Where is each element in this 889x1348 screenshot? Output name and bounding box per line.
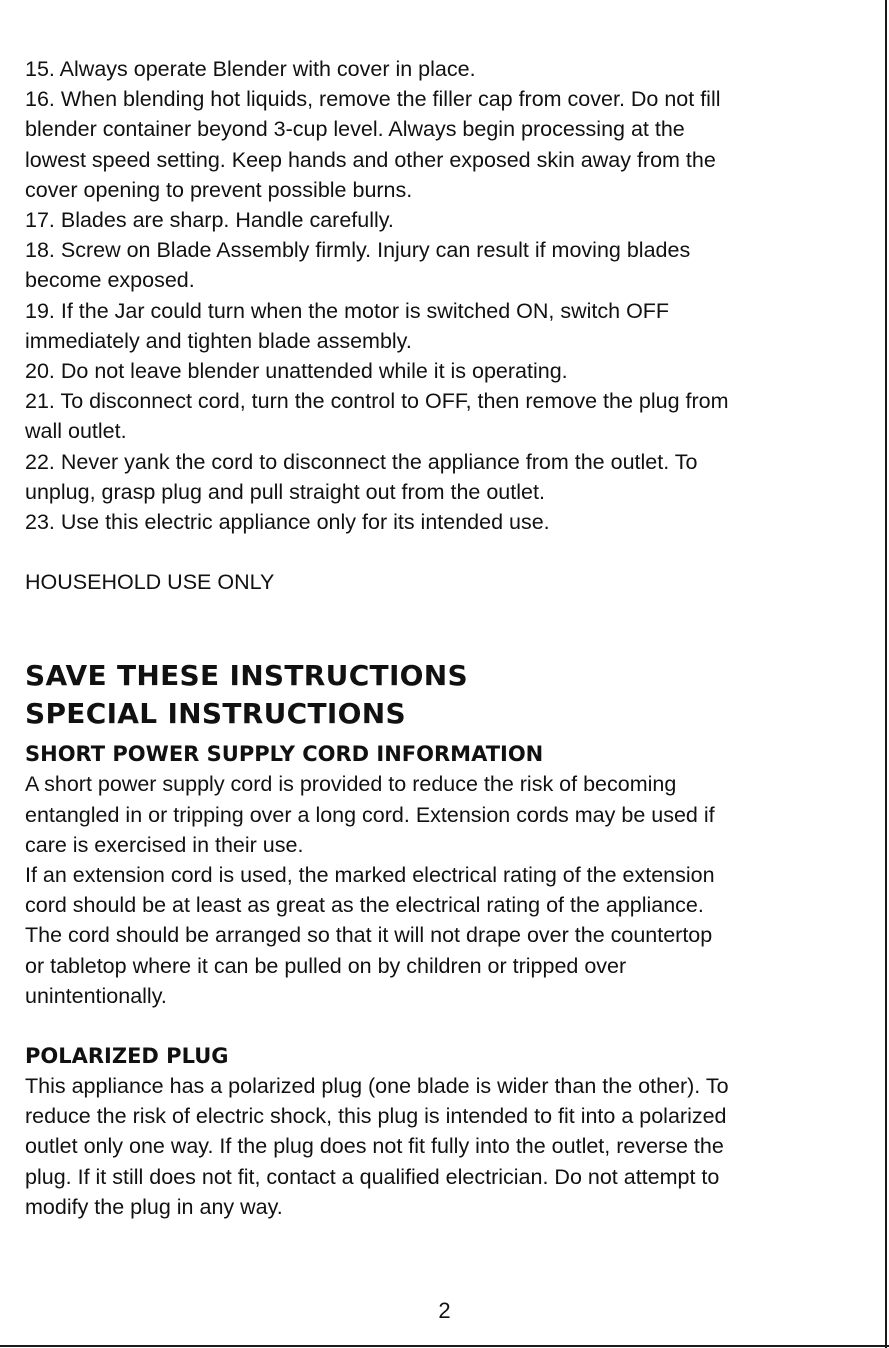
cord-section-line: entangled in or tripping over a long cord. Extension cords may be used if (25, 802, 715, 827)
cord-section-line: unintentionally. (25, 983, 167, 1008)
safety-line: 17. Blades are sharp. Handle carefully. (25, 208, 394, 233)
cord-section-title: SHORT POWER SUPPLY CORD INFORMATION (25, 742, 544, 767)
safety-line: 21. To disconnect cord, turn the control to OFF, then remove the plug from (25, 389, 729, 414)
special-instructions-heading: SPECIAL INSTRUCTIONS (25, 697, 406, 731)
cord-section-line: If an extension cord is used, the marked electrical rating of the extension (25, 863, 715, 888)
safety-list (25, 54, 855, 537)
safety-line: 19. If the Jar could turn when the motor is switched ON, switch OFF (25, 298, 670, 323)
cord-section-line: A short power supply cord is provided to reduce the risk of becoming (25, 772, 677, 797)
safety-line: 22. Never yank the cord to disconnect the appliance from the outlet. To (25, 449, 698, 474)
safety-line: 20. Do not leave blender unattended while it is operating. (25, 359, 568, 384)
safety-line: 15. Always operate Blender with cover in place. (25, 57, 476, 81)
page-bottom-border (0, 1345, 889, 1347)
safety-line: unplug, grasp plug and pull straight out from the outlet. (25, 479, 545, 504)
save-instructions-heading: SAVE THESE INSTRUCTIONS (25, 659, 468, 693)
plug-section-line: This appliance has a polarized plug (one blade is wider than the other). To (25, 1074, 729, 1099)
plug-section-line: outlet only one way. If the plug does not fit fully into the outlet, reverse the (25, 1134, 724, 1159)
plug-section-title: POLARIZED PLUG (25, 1044, 229, 1069)
cord-section-line: or tabletop where it can be pulled on by children or tripped over (25, 953, 627, 978)
spacer (25, 597, 855, 657)
safety-line: 16. When blending hot liquids, remove the filler cap from cover. Do not fill (25, 87, 721, 112)
plug-section-line: reduce the risk of electric shock, this plug is intended to fit into a polarized (25, 1104, 727, 1129)
household-use-note: HOUSEHOLD USE ONLY (25, 570, 275, 595)
safety-line: immediately and tighten blade assembly. (25, 328, 412, 353)
safety-line: lowest speed setting. Keep hands and other exposed skin away from the (25, 147, 716, 172)
spacer (25, 537, 855, 567)
safety-line: become exposed. (25, 268, 195, 293)
cord-section-line: The cord should be arranged so that it will not drape over the countertop (25, 923, 713, 948)
plug-section (25, 1041, 855, 1222)
page-number: 2 (438, 1298, 451, 1323)
safety-line: blender container beyond 3-cup level. Always begin processing at the (25, 117, 685, 142)
safety-line: wall outlet. (25, 419, 127, 444)
cord-section-line: cord should be at least as great as the electrical rating of the appliance. (25, 893, 704, 918)
cord-section (25, 739, 855, 1011)
cord-section-line: care is exercised in their use. (25, 832, 304, 857)
plug-section-line: modify the plug in any way. (25, 1194, 283, 1219)
safety-line: 23. Use this electric appliance only for its intended use. (25, 510, 550, 535)
page-right-border (885, 0, 887, 1348)
page-content (25, 54, 855, 1222)
plug-section-line: plug. If it still does not fit, contact a qualified electrician. Do not attempt to (25, 1164, 720, 1189)
safety-line: cover opening to prevent possible burns. (25, 177, 413, 202)
spacer (25, 1011, 855, 1041)
safety-line: 18. Screw on Blade Assembly firmly. Injury can result if moving blades (25, 238, 691, 263)
